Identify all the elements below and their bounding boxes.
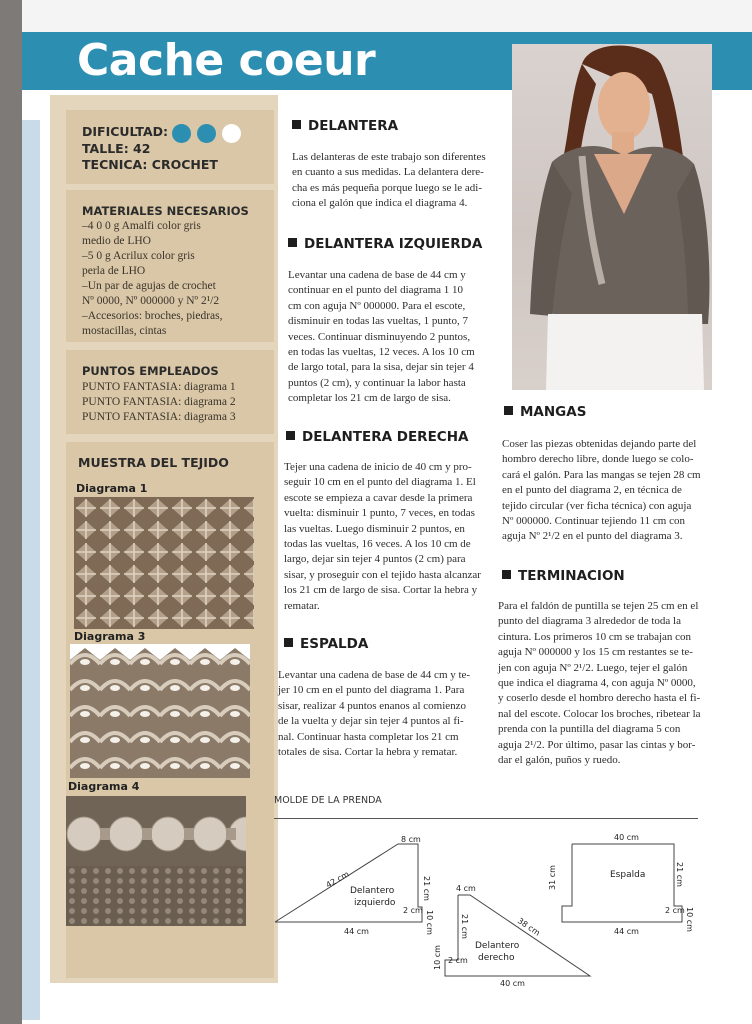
body-line: Tejer una cadena de inicio de 40 cm y pro- bbox=[284, 461, 472, 473]
body-line: que indica el diagrama 4, con aguja Nº 0000, bbox=[498, 677, 696, 690]
stitches-line: PUNTO FANTASIA: diagrama 3 bbox=[82, 411, 236, 423]
sample-label: Diagrama 3 bbox=[74, 630, 146, 643]
piece-name: izquierdo bbox=[354, 898, 396, 908]
body-line: todas las vueltas, 16 veces. A los 10 cm de bbox=[284, 538, 471, 551]
materials-line: medio de LHO bbox=[82, 235, 151, 247]
piece-name: Delantero bbox=[475, 941, 520, 951]
body-line: las vueltas. Luego disminuir 2 puntos, en bbox=[284, 522, 465, 535]
dim-label: 10 cm bbox=[425, 910, 434, 935]
materials-line: perla de LHO bbox=[82, 265, 146, 277]
materials-line: Nº 0000, Nº 000000 y Nº 2¹/2 bbox=[82, 295, 220, 307]
dim-label: 40 cm bbox=[500, 979, 525, 988]
magazine-page bbox=[22, 0, 752, 1024]
body-line: en cuanto a sus medidas. La delantera dere- bbox=[292, 166, 484, 179]
sample-title: MUESTRA DEL TEJIDO bbox=[78, 455, 229, 470]
difficulty-label: DIFICULTAD: bbox=[82, 124, 169, 139]
body-line: nal del escote. Colocar los broches, ribetear la bbox=[498, 707, 701, 720]
body-line: de la vuelta y dejar sin tejer 4 puntos al fi- bbox=[278, 715, 464, 728]
body-line: jer 10 cm en el punto del diagrama 1. Para bbox=[278, 684, 465, 697]
dim-label: 21 cm bbox=[460, 914, 469, 939]
body-line: tejido circular (ver ficha técnica) con aguja bbox=[502, 499, 692, 512]
body-line: aguja 2¹/2. Por último, pasar las cintas y bor- bbox=[498, 738, 696, 751]
body-line: disminuir en todas las vueltas, 1 punto, 7 bbox=[288, 315, 468, 328]
materials-line: –4 0 0 g Amalfi color gris bbox=[82, 220, 201, 232]
sample-label: Diagrama 1 bbox=[76, 482, 148, 495]
body-line: sisar, y proseguir con el tejido hasta alcanzar bbox=[284, 568, 481, 581]
stitches-line: PUNTO FANTASIA: diagrama 2 bbox=[82, 396, 236, 408]
body-line: largo, dejar sin tejer 4 puntos (2 cm) para bbox=[284, 553, 466, 566]
dim-label: 42 cm bbox=[324, 869, 351, 890]
dim-label: 44 cm bbox=[344, 927, 369, 936]
materials-line: –Un par de agujas de crochet bbox=[82, 280, 216, 292]
body-line: Coser las piezas obtenidas dejando parte del bbox=[502, 438, 697, 450]
body-line: nal. Continuar hasta completar los 21 cm bbox=[278, 730, 459, 743]
materials-line: mostacillas, cintas bbox=[82, 325, 167, 337]
body-line: cintura. Los primeros 10 cm se trabajan con bbox=[498, 630, 692, 643]
sample-label: Diagrama 4 bbox=[68, 780, 140, 793]
body-line: aguja Nº 2¹/2 en el punto del diagrama 3. bbox=[502, 530, 683, 543]
stitches-title: PUNTOS EMPLEADOS bbox=[82, 364, 219, 378]
page-title: Cache coeur bbox=[77, 35, 376, 86]
pattern-diagram bbox=[22, 0, 752, 1024]
size-label: TALLE: 42 bbox=[82, 141, 151, 156]
dim-label: 44 cm bbox=[614, 927, 639, 936]
body-line: de largo total, para la sisa, dejar sin tejer 4 bbox=[288, 361, 474, 374]
materials-title: MATERIALES NECESARIOS bbox=[82, 204, 249, 218]
body-line: Levantar una cadena de base de 44 cm y bbox=[288, 269, 466, 281]
body-line: continuar en el punto del diagrama 1 10 bbox=[288, 284, 464, 297]
materials-line: –5 0 g Acrilux color gris bbox=[82, 250, 195, 262]
body-line: aguja Nº 000000 y los 15 cm restantes se te- bbox=[498, 646, 693, 659]
piece-delantero-izquierdo bbox=[275, 844, 422, 922]
body-line: sisar, realizar 4 puntos enanos al comienzo bbox=[278, 699, 467, 712]
body-line: Nº 000000. Continuar tejiendo 11 cm con bbox=[502, 515, 685, 528]
body-line: prenda con la puntilla del diagrama 5 con bbox=[498, 723, 681, 736]
dim-label: 8 cm bbox=[401, 835, 421, 844]
section-title-delantera-izquierda: DELANTERA IZQUIERDA bbox=[288, 236, 482, 252]
piece-name: derecho bbox=[478, 953, 515, 963]
piece-name: Delantero bbox=[350, 886, 395, 896]
body-line: cm con aguja Nº 000000. Para el escote, bbox=[288, 299, 466, 312]
body-line: punto del diagrama 3 alrededor de toda la bbox=[498, 615, 681, 628]
section-title-mangas: MANGAS bbox=[504, 404, 586, 420]
body-line: Levantar una cadena de base de 44 cm y te- bbox=[278, 669, 471, 681]
body-line: rematar. bbox=[284, 599, 320, 612]
piece-name: Espalda bbox=[610, 870, 646, 880]
body-line: en todas las vueltas, 12 veces. A los 10 cm bbox=[288, 346, 475, 359]
dim-label: 31 cm bbox=[548, 865, 557, 890]
dim-label: 2 cm bbox=[403, 906, 423, 915]
body-line: jen con aguja Nº 2¹/2. Luego, tejer el galón bbox=[498, 661, 688, 674]
body-line: veces. Continuar disminuyendo 2 puntos, bbox=[288, 330, 471, 343]
dim-label: 40 cm bbox=[614, 833, 639, 842]
body-line: completar los 21 cm de largo de sisa. bbox=[288, 392, 451, 405]
dim-label: 2 cm bbox=[665, 906, 685, 915]
dim-label: 21 cm bbox=[675, 862, 684, 887]
body-line: vuelta: disminuir 1 punto, 7 veces, en todas bbox=[284, 507, 475, 520]
body-line: Las delanteras de este trabajo son diferentes bbox=[292, 151, 486, 163]
body-line: escote se empieza a cavar desde la primera bbox=[284, 491, 473, 504]
materials-line: –Accesorios: broches, piedras, bbox=[82, 310, 223, 322]
pattern-title: MOLDE DE LA PRENDA bbox=[274, 795, 382, 806]
body-line: totales de sisa. Cortar la hebra y rematar. bbox=[278, 746, 458, 759]
body-line: hombro derecho libre, donde luego se colo- bbox=[502, 453, 694, 466]
body-line: cha es más pequeña porque luego se le adi- bbox=[292, 181, 482, 194]
dim-label: 21 cm bbox=[422, 876, 431, 901]
dim-label: 2 cm bbox=[448, 956, 468, 965]
body-line: en el punto del diagrama 2, en técnica de bbox=[502, 484, 682, 497]
body-line: los 21 cm de largo de sisa. Cortar la hebra y bbox=[284, 584, 478, 597]
section-title-espalda: ESPALDA bbox=[284, 636, 368, 652]
dim-label: 4 cm bbox=[456, 884, 476, 893]
section-title-delantera-derecha: DELANTERA DERECHA bbox=[286, 429, 468, 445]
piece-espalda bbox=[562, 844, 682, 922]
body-line: puntos (2 cm), y continuar la labor hasta bbox=[288, 376, 466, 389]
dim-label: 10 cm bbox=[433, 945, 442, 970]
body-line: ciona el galón que indica el diagrama 4. bbox=[292, 197, 468, 210]
stitches-line: PUNTO FANTASIA: diagrama 1 bbox=[82, 381, 236, 393]
body-line: dar el galón, puños y ruedo. bbox=[498, 754, 621, 767]
body-line: seguir 10 cm en el punto del diagrama 1. El bbox=[284, 476, 476, 489]
body-line: Para el faldón de puntilla se tejen 25 cm en el bbox=[498, 600, 699, 612]
section-title-delantera: DELANTERA bbox=[292, 118, 398, 134]
body-line: y coserlo desde el hombro derecho hasta el fi- bbox=[498, 692, 701, 705]
dim-label: 38 cm bbox=[515, 916, 542, 938]
dim-label: 10 cm bbox=[685, 907, 694, 932]
section-title-terminacion: TERMINACION bbox=[502, 568, 625, 584]
technique-label: TECNICA: CROCHET bbox=[82, 157, 218, 172]
body-line: cará el galón. Para las mangas se tejen 28 cm bbox=[502, 468, 701, 481]
